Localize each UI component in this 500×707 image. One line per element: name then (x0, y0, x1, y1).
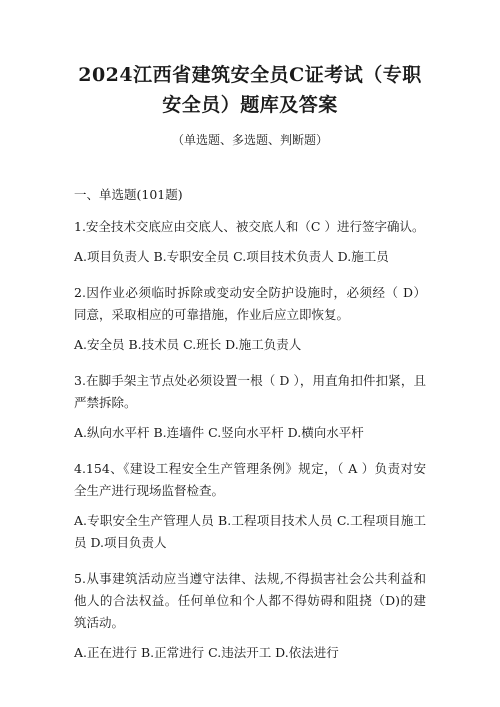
question-1 (74, 216, 426, 268)
section-heading: 一、单选题(101题) (74, 187, 183, 202)
document-subtitle: （单选题、多选题、判断题） (171, 133, 328, 147)
question-stem: 3.在脚手架主节点处必须设置一根（ D ），用直角扣件扣紧，且严禁拆除。 (74, 373, 426, 410)
question-options: A.正在进行 B.正常进行 C.违法开工 D.依法进行 (74, 645, 339, 660)
question-4 (74, 458, 426, 554)
question-stem: 2.因作业必须临时拆除或变动安全防护设施时，必须经（ D） 同意，采取相应的可靠措施，作业后应立即恢复。 (74, 285, 426, 322)
document-title: 2024江西省建筑安全员C证考试（专职安全员）题库及答案 (78, 64, 422, 116)
question-2 (74, 282, 426, 356)
question-stem: 5.从事建筑活动应当遵守法律、法规,不得损害社会公共利益和他人的合法权益。任何单位和个人都不得妨碍和阻挠（D)的建筑活动。 (74, 571, 426, 630)
question-5 (74, 568, 426, 664)
question-stem: 1.安全技术交底应由交底人、被交底人和（C ）进行签字确认。 (74, 219, 425, 234)
question-options: A.安全员 B.技术员 C.班长 D.施工负责人 (74, 337, 302, 352)
question-options: A.纵向水平杆 B.连墙件 C.竖向水平杆 D.横向水平杆 (74, 425, 364, 440)
question-options: A.专职安全生产管理人员 B.工程项目技术人员 C.工程项目施工员 D.项目负责人 (74, 513, 426, 550)
question-options: A.项目负责人 B.专职安全员 C.项目技术负责人 D.施工员 (74, 249, 389, 264)
question-stem: 4.154、《建设工程安全生产管理条例》规定，（ A ）负责对安全生产进行现场监督检查。 (74, 461, 426, 498)
question-3 (74, 370, 426, 444)
